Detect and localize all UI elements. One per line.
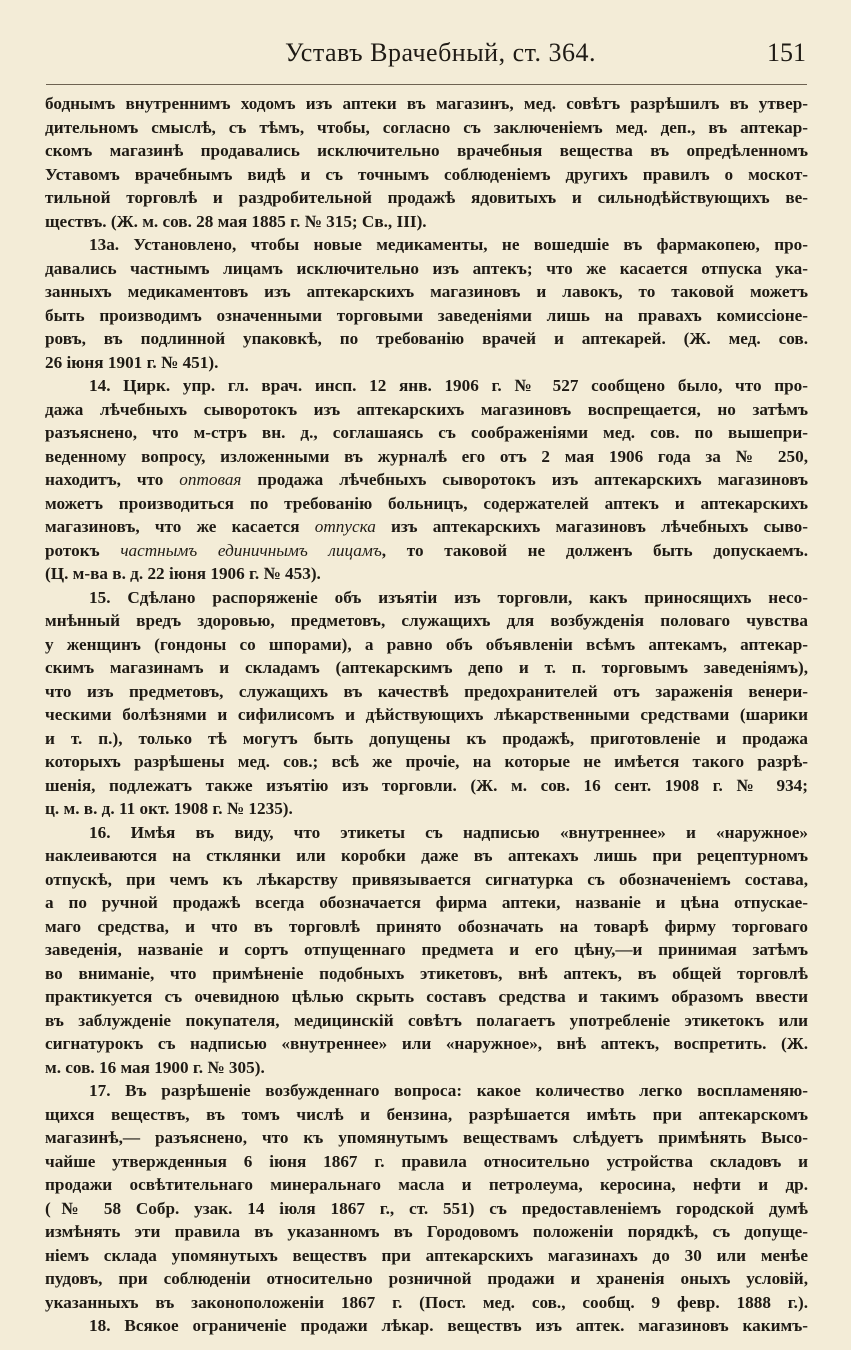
text-line: 14. Цирк. упр. гл. врач. инсп. 12 янв. 1906 г. № 527 сообщено было, что про- bbox=[89, 376, 808, 395]
text-line: 18. Всякое ограниченіе продажи лѣкар. веществъ изъ аптек. магазиновъ какимъ- bbox=[89, 1316, 808, 1335]
text-line: занныхъ медикаментовъ изъ аптекарскихъ магазиновъ и лавокъ, то таковой можетъ bbox=[45, 282, 808, 301]
running-title: Уставъ Врачебный, ст. 364. bbox=[285, 38, 597, 67]
text-segment: ротокъ bbox=[45, 540, 121, 560]
text-line: 17. Въ разрѣшеніе возбужденнаго вопроса: какое количество легко воспламеняю- bbox=[89, 1081, 808, 1100]
text-line: ніемъ склада упомянутыхъ веществъ при аптекарскихъ магазинахъ до 30 или менѣе bbox=[45, 1245, 808, 1265]
body-text bbox=[45, 92, 808, 1338]
text-line: у женщинъ (гондоны со шпорами), а равно объ объявленіи всѣмъ аптекамъ, аптекар- bbox=[45, 634, 808, 654]
text-line: разъяснено, что м-стръ вн. д., соглашаясь съ соображеніями мед. сов. по вышепри- bbox=[45, 423, 808, 442]
text-line bbox=[45, 515, 808, 539]
text-line: отпускѣ, при чемъ къ лѣкарству привязывается сигнатурка съ обозначеніемъ состава, bbox=[45, 869, 808, 889]
text-segment: , то таковой не долженъ быть допускаемъ. bbox=[381, 540, 808, 560]
text-line: (№ 58 Собр. узак. 14 іюля 1867 г., ст. 551) съ предоставленіемъ городской думѣ bbox=[45, 1198, 808, 1218]
text-segment: изъ аптекарскихъ магазиновъ лѣчебныхъ сыво- bbox=[375, 517, 808, 536]
text-line: боднымъ внутреннимъ ходомъ изъ аптеки въ магазинъ, мед. совѣтъ разрѣшилъ въ утвер- bbox=[45, 94, 808, 113]
text-line: щихся веществъ, въ томъ числѣ и бензина, разрѣшается имѣть при аптекарскомъ bbox=[45, 1104, 808, 1124]
text-line: ц. м. в. д. 11 окт. 1908 г. № 1235). bbox=[45, 799, 293, 818]
text-line: чайше утвержденныя 6 іюня 1867 г. правила относительно устройства складовъ и bbox=[45, 1151, 808, 1171]
text-line: магазинѣ,— разъяснено, что къ упомянутымъ веществамъ слѣдуетъ примѣнять Высо- bbox=[45, 1128, 808, 1147]
text-line: пудовъ, при соблюденіи относительно розничной продажи и храненія оныхъ условій, bbox=[45, 1269, 808, 1288]
text-line: (Ц. м-ва в. д. 22 іюня 1906 г. № 453). bbox=[45, 564, 321, 583]
text-line: 16. Имѣя въ виду, что этикеты съ надписью «внутреннее» и «наружное» bbox=[89, 822, 808, 842]
text-line bbox=[45, 539, 808, 563]
text-line: ческими болѣзнями и сифилисомъ и дѣйствующихъ лѣкарственными средствами (шарики bbox=[45, 705, 808, 724]
running-header bbox=[0, 38, 851, 78]
text-line: наклеиваются на стклянки или коробки даже въ аптекахъ лишь при рецептурномъ bbox=[45, 846, 808, 865]
text-line: ровъ, въ подлинной упаковкѣ, по требованію врачей и аптекарей. (Ж. мед. сов. bbox=[45, 329, 808, 348]
text-line: въ заблужденіе покупателя, медицинскій совѣтъ полагаетъ употребленіе этикетокъ или bbox=[45, 1010, 808, 1030]
text-line: заведенія, названіе и сортъ отпущеннаго предмета и его цѣну,—и принимая затѣмъ bbox=[45, 940, 808, 959]
text-line: и т. п.), только тѣ могутъ быть допущены къ продажѣ, приготовленіе и продажа bbox=[45, 728, 808, 748]
text-line: давались частнымъ лицамъ исключительно изъ аптекъ; что же касается отпуска ука- bbox=[45, 258, 808, 278]
text-line: а по ручной продажѣ всегда обозначается фирма аптеки, названіе и цѣна отпускае- bbox=[45, 893, 808, 912]
text-line: мнѣнный вредъ здоровью, предметовъ, служащихъ для возбужденія половаго чувства bbox=[45, 611, 808, 630]
text-line: указанныхъ въ законоположеніи 1867 г. (Пост. мед. сов., сообщ. 9 февр. 1888 г.). bbox=[45, 1292, 808, 1312]
text-segment: находитъ, что bbox=[45, 470, 180, 489]
text-line: практикуется съ очевидною цѣлью скрыть составъ средства и такимъ образомъ ввести bbox=[45, 987, 808, 1006]
emphasis-text: отпуска bbox=[314, 517, 376, 536]
page-number: 151 bbox=[767, 38, 806, 67]
text-line: тильной торговлѣ и раздробительной продажѣ ядовитыхъ и сильнодѣйствующихъ ве- bbox=[45, 188, 808, 207]
text-line: можетъ производиться по требованію больницъ, содержателей аптекъ и аптекарскихъ bbox=[45, 493, 808, 513]
text-line: быть производимъ означенными торговыми заведеніями лишь на правахъ комиссіоне- bbox=[45, 305, 808, 325]
text-line: продажи освѣтительнаго минеральнаго масла и петролеума, керосина, нефти и др. bbox=[45, 1175, 808, 1194]
emphasis-text: оптовая bbox=[179, 470, 242, 489]
text-segment: магазиновъ, что же касается bbox=[45, 517, 315, 536]
text-line: во вниманіе, что примѣненіе подобныхъ этикетовъ, внѣ аптекъ, въ общей торговлѣ bbox=[45, 963, 808, 983]
text-line: дительномъ смыслѣ, съ тѣмъ, чтобы, согласно съ заключеніемъ мед. деп., въ аптекар- bbox=[45, 117, 808, 137]
text-line bbox=[45, 468, 808, 492]
emphasis-text: частнымъ единичнымъ лицамъ bbox=[120, 540, 382, 560]
text-line: ществъ. (Ж. м. сов. 28 мая 1885 г. № 315; Св., III). bbox=[45, 211, 427, 231]
text-line: 13а. Установлено, чтобы новые медикаменты, не вошедшіе въ фармакопею, про- bbox=[89, 235, 808, 254]
text-line: 15. Сдѣлано распоряженіе объ изъятіи изъ торговли, какъ приносящихъ несо- bbox=[89, 587, 808, 607]
text-line: которыхъ разрѣшены мед. сов.; всѣ же прочіе, на которые не имѣется такого разрѣ- bbox=[45, 752, 808, 771]
text-line: веденному вопросу, изложенными въ журналѣ его отъ 2 мая 1906 года за № 250, bbox=[45, 446, 808, 466]
text-line: измѣнять эти правила въ указанномъ въ Городовомъ положеніи порядкѣ, съ допуще- bbox=[45, 1222, 808, 1241]
text-line: что изъ предметовъ, служащихъ въ качествѣ предохранителей отъ зараженія венери- bbox=[45, 681, 808, 701]
text-line: скимъ магазинамъ и складамъ (аптекарскимъ депо и т. п. торговымъ заведеніямъ), bbox=[45, 658, 808, 677]
text-line: 26 іюня 1901 г. № 451). bbox=[45, 352, 219, 372]
text-line: скомъ магазинѣ продавались исключительно врачебныя вещества въ опредѣленномъ bbox=[45, 141, 808, 160]
text-line: сигнатурокъ съ надписью «внутреннее» или «наружное», внѣ аптекъ, воспретить. (Ж. bbox=[45, 1034, 808, 1053]
text-line: дажа лѣчебныхъ сыворотокъ изъ аптекарскихъ магазиновъ воспрещается, но затѣмъ bbox=[45, 399, 808, 419]
text-line: шенія, подлежатъ также изъятію изъ торговли. (Ж. м. сов. 16 сент. 1908 г. № 934; bbox=[45, 775, 808, 795]
text-line: Уставомъ врачебнымъ видѣ и съ точнымъ соблюденіемъ другихъ правилъ о москот- bbox=[45, 164, 808, 184]
header-rule bbox=[46, 84, 807, 85]
text-line: маго средства, и что въ торговлѣ принято обозначать на товарѣ фирму торговаго bbox=[45, 916, 808, 936]
text-segment: продажа лѣчебныхъ сыворотокъ изъ аптекарскихъ магазиновъ bbox=[241, 470, 808, 489]
text-line: м. сов. 16 мая 1900 г. № 305). bbox=[45, 1057, 265, 1077]
